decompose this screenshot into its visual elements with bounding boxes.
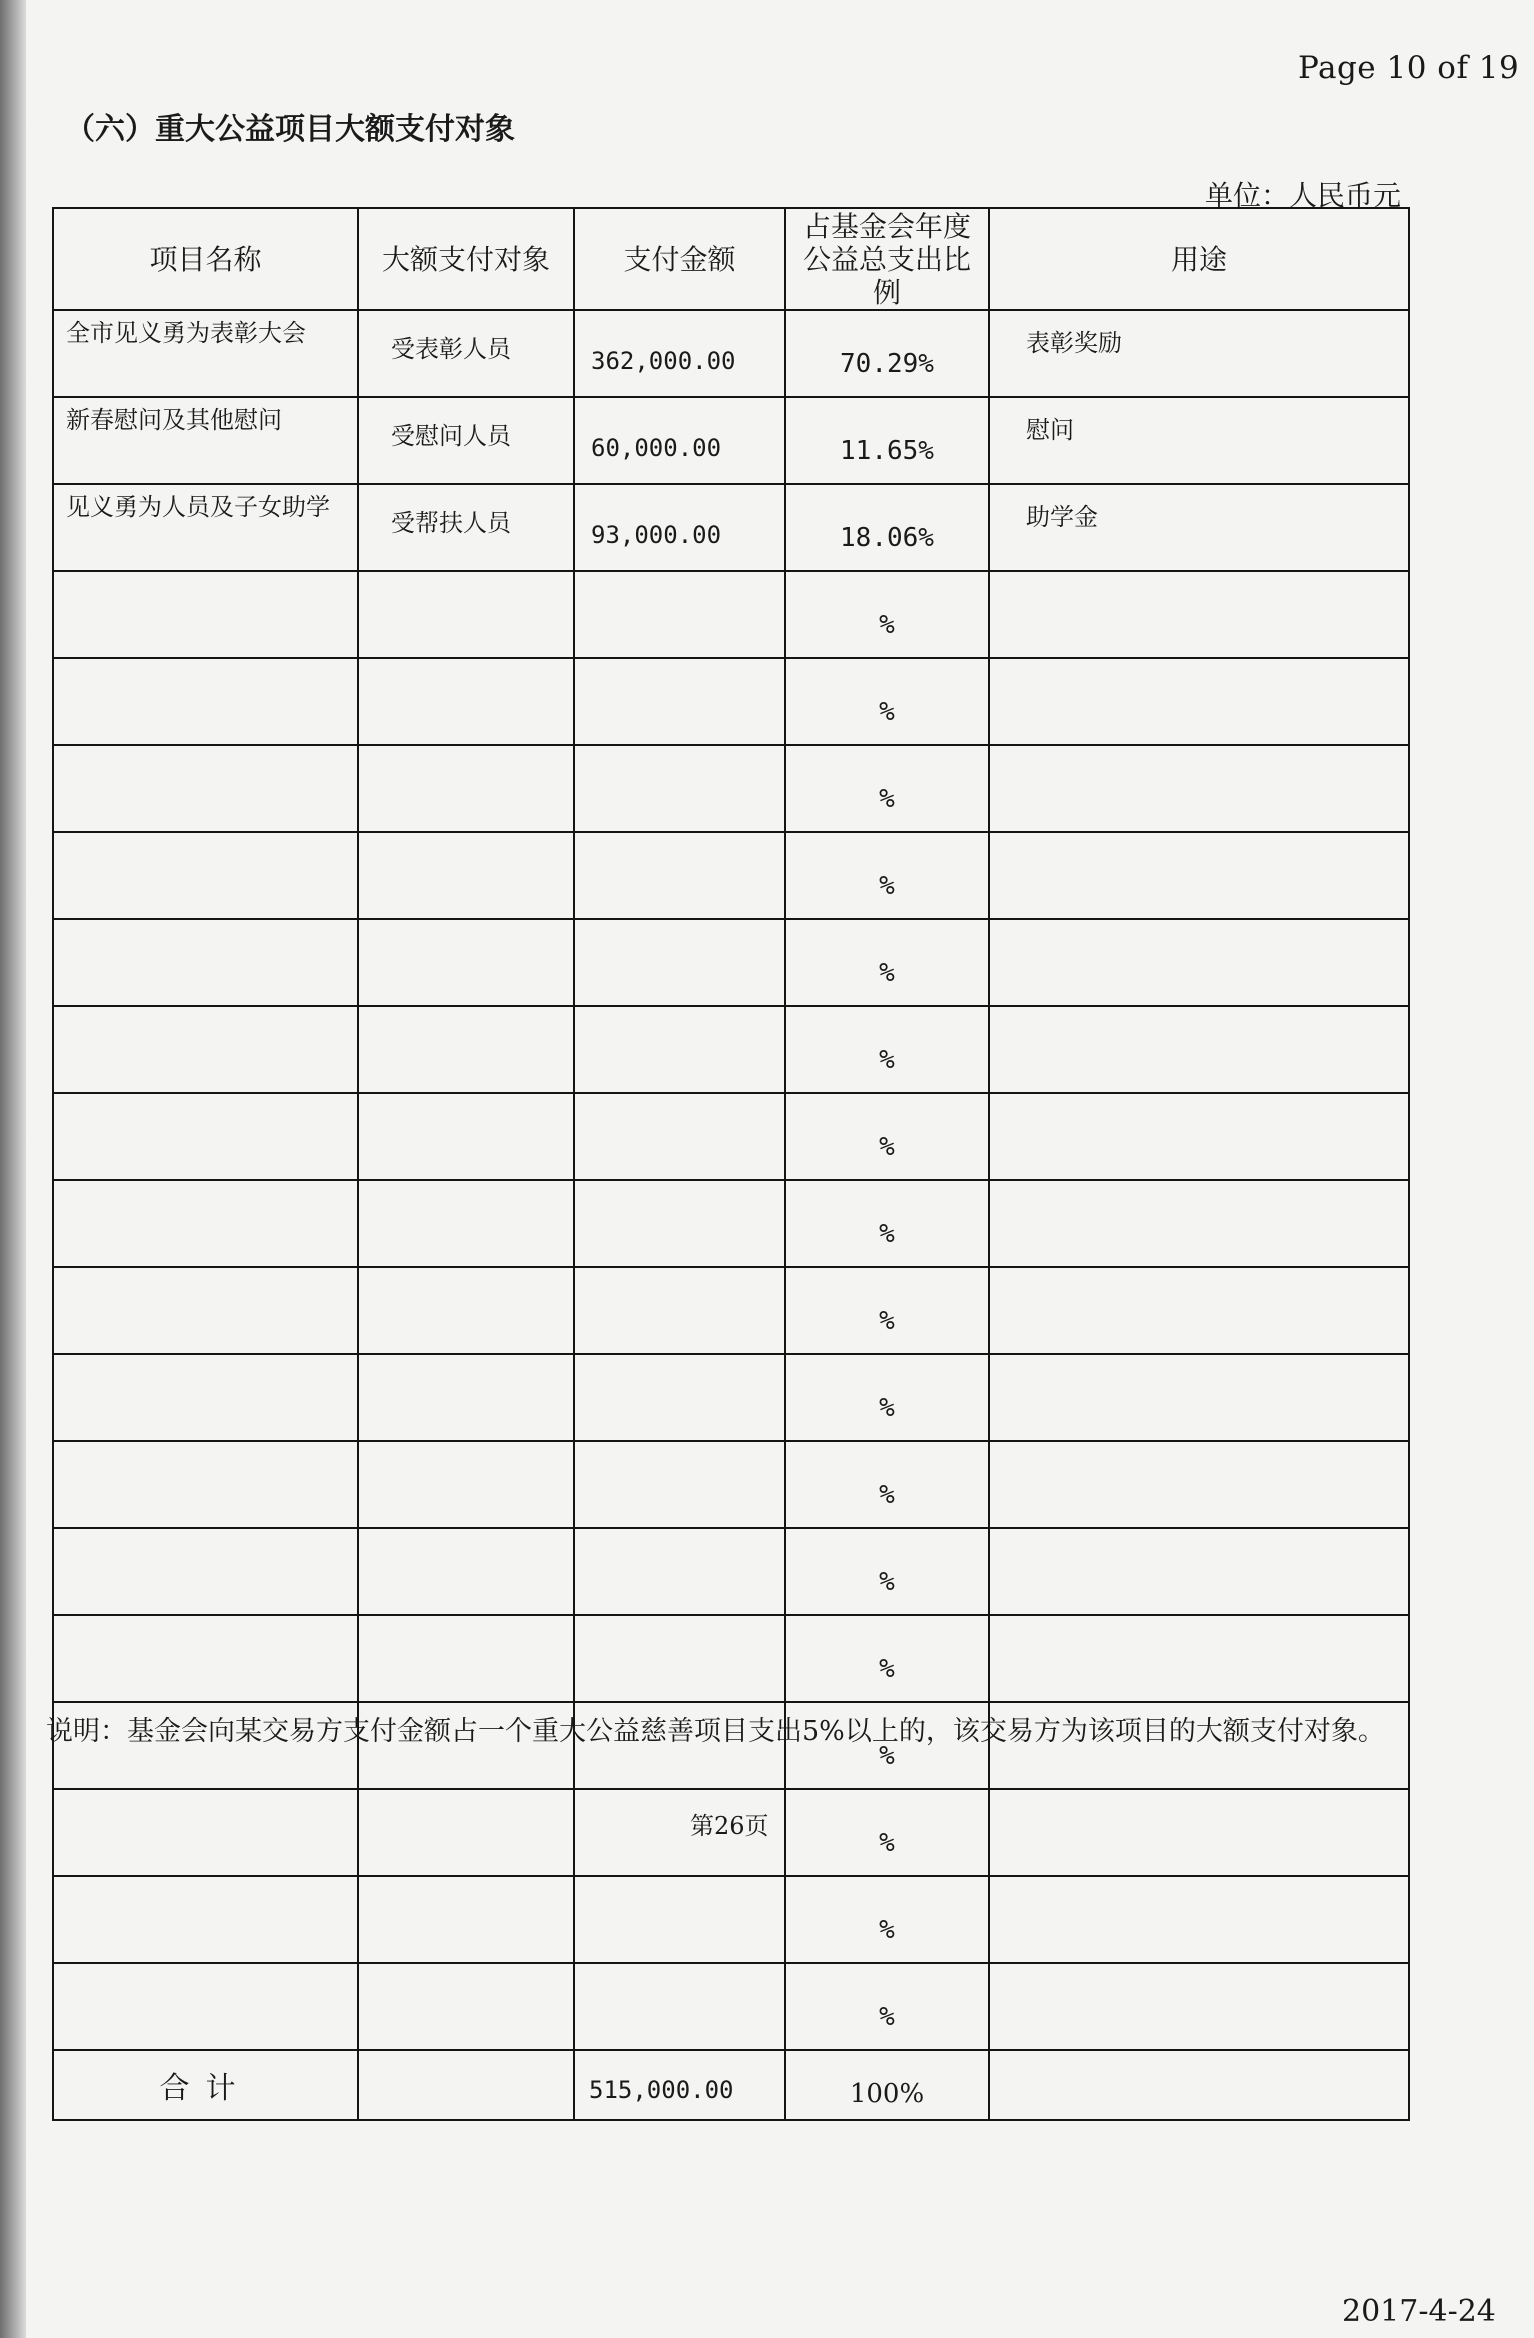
binding-shadow <box>0 0 26 2338</box>
amount-cell <box>574 1006 785 1093</box>
purpose-cell <box>989 1354 1409 1441</box>
page-number: Page 10 of 19 <box>1298 50 1520 86</box>
purpose-cell <box>989 1876 1409 1963</box>
payee-cell <box>358 1615 574 1702</box>
amount-cell <box>574 832 785 919</box>
purpose-cell <box>989 1180 1409 1267</box>
table-body <box>53 310 1409 2050</box>
page-footer-label: 第26页 <box>690 1812 769 1840</box>
ratio-cell: 11.65% <box>785 397 989 484</box>
payee-cell <box>358 1267 574 1354</box>
column-header: 用途 <box>989 208 1409 310</box>
payee-cell <box>358 919 574 1006</box>
amount-cell <box>574 919 785 1006</box>
ratio-cell: % <box>785 1093 989 1180</box>
project-name-cell <box>53 1615 358 1702</box>
purpose-cell <box>989 1441 1409 1528</box>
amount-cell <box>574 1615 785 1702</box>
purpose-cell: 表彰奖励 <box>989 310 1409 397</box>
project-name-cell: 全市见义勇为表彰大会 <box>53 310 358 397</box>
project-name-cell <box>53 1006 358 1093</box>
ratio-cell: % <box>785 1267 989 1354</box>
explanatory-note: 说明：基金会向某交易方支付金额占一个重大公益慈善项目支出5%以上的，该交易方为该项目的大额支付对象。 <box>46 1716 1385 1747</box>
payee-cell <box>358 1354 574 1441</box>
project-name-cell: 新春慰问及其他慰问 <box>53 397 358 484</box>
table-row <box>53 1180 1409 1267</box>
payee-cell <box>358 1441 574 1528</box>
payee-cell <box>358 1180 574 1267</box>
column-header: 项目名称 <box>53 208 358 310</box>
project-name-cell <box>53 919 358 1006</box>
payee-cell <box>358 1093 574 1180</box>
table-row <box>53 397 1409 484</box>
ratio-cell: % <box>785 1702 989 1789</box>
payee-cell: 受表彰人员 <box>358 310 574 397</box>
table-row <box>53 571 1409 658</box>
print-date: 2017-4-24 <box>1342 2294 1496 2329</box>
payee-cell <box>358 1963 574 2050</box>
amount-cell <box>574 658 785 745</box>
amount-cell <box>574 1441 785 1528</box>
amount-cell <box>574 1528 785 1615</box>
purpose-cell <box>989 1093 1409 1180</box>
table-row <box>53 310 1409 397</box>
total-purpose <box>989 2050 1409 2120</box>
total-target <box>358 2050 574 2120</box>
currency-unit: 单位：人民币元 <box>1205 179 1402 212</box>
column-header: 大额支付对象 <box>358 208 574 310</box>
payee-cell <box>358 1789 574 1876</box>
project-name-cell <box>53 1093 358 1180</box>
purpose-cell <box>989 1267 1409 1354</box>
payee-cell <box>358 658 574 745</box>
table-row <box>53 919 1409 1006</box>
project-name-cell <box>53 1963 358 2050</box>
project-name-cell <box>53 1354 358 1441</box>
table-row <box>53 1963 1409 2050</box>
ratio-cell: % <box>785 919 989 1006</box>
table-row <box>53 1876 1409 1963</box>
ratio-cell: 70.29% <box>785 310 989 397</box>
table-row <box>53 1441 1409 1528</box>
project-name-cell <box>53 1180 358 1267</box>
purpose-cell <box>989 1528 1409 1615</box>
purpose-cell <box>989 919 1409 1006</box>
ratio-cell: % <box>785 571 989 658</box>
amount-cell <box>574 1180 785 1267</box>
section-title: （六）重大公益项目大额支付对象 <box>65 112 515 147</box>
amount-cell <box>574 745 785 832</box>
purpose-cell <box>989 1615 1409 1702</box>
purpose-cell <box>989 745 1409 832</box>
payee-cell <box>358 571 574 658</box>
table-row <box>53 1528 1409 1615</box>
project-name-cell <box>53 1789 358 1876</box>
purpose-cell <box>989 1789 1409 1876</box>
amount-cell <box>574 1267 785 1354</box>
amount-cell: 93,000.00 <box>574 484 785 571</box>
payee-cell <box>358 1528 574 1615</box>
ratio-cell: % <box>785 1441 989 1528</box>
ratio-cell: % <box>785 1876 989 1963</box>
purpose-cell: 慰问 <box>989 397 1409 484</box>
payee-cell <box>358 1006 574 1093</box>
amount-cell <box>574 1963 785 2050</box>
table-row <box>53 1093 1409 1180</box>
payee-cell <box>358 1876 574 1963</box>
amount-cell: 362,000.00 <box>574 310 785 397</box>
project-name-cell <box>53 1267 358 1354</box>
table-row <box>53 658 1409 745</box>
purpose-cell: 助学金 <box>989 484 1409 571</box>
payee-cell: 受慰问人员 <box>358 397 574 484</box>
ratio-cell: % <box>785 1789 989 1876</box>
ratio-cell: % <box>785 1615 989 1702</box>
ratio-cell: % <box>785 1354 989 1441</box>
payee-cell: 受帮扶人员 <box>358 484 574 571</box>
project-name-cell <box>53 832 358 919</box>
project-name-cell <box>53 745 358 832</box>
project-name-cell <box>53 658 358 745</box>
ratio-cell: % <box>785 1180 989 1267</box>
project-name-cell <box>53 571 358 658</box>
amount-cell <box>574 1876 785 1963</box>
total-ratio: 100% <box>785 2050 989 2120</box>
project-name-cell <box>53 1876 358 1963</box>
table-row <box>53 484 1409 571</box>
table-total <box>53 2050 1409 2120</box>
ratio-cell: % <box>785 745 989 832</box>
payee-cell <box>358 832 574 919</box>
purpose-cell <box>989 1006 1409 1093</box>
purpose-cell <box>989 658 1409 745</box>
project-name-cell <box>53 1528 358 1615</box>
table-row <box>53 1267 1409 1354</box>
payee-cell <box>358 745 574 832</box>
table-row <box>53 1354 1409 1441</box>
amount-cell: 60,000.00 <box>574 397 785 484</box>
ratio-cell: % <box>785 1006 989 1093</box>
project-name-cell <box>53 1441 358 1528</box>
column-header: 支付金额 <box>574 208 785 310</box>
table-header <box>53 208 1409 310</box>
amount-cell <box>574 1093 785 1180</box>
ratio-cell: % <box>785 1528 989 1615</box>
project-name-cell: 见义勇为人员及子女助学 <box>53 484 358 571</box>
purpose-cell <box>989 571 1409 658</box>
total-amount: 515,000.00 <box>574 2050 785 2120</box>
amount-cell <box>574 1354 785 1441</box>
table-row <box>53 1615 1409 1702</box>
ratio-cell: 18.06% <box>785 484 989 571</box>
column-header: 占基金会年度公益总支出比例 <box>785 208 989 310</box>
ratio-cell: % <box>785 1963 989 2050</box>
amount-cell <box>574 571 785 658</box>
ratio-cell: % <box>785 832 989 919</box>
purpose-cell <box>989 1963 1409 2050</box>
total-label: 合计 <box>53 2050 358 2120</box>
table-row <box>53 745 1409 832</box>
purpose-cell <box>989 832 1409 919</box>
table-row <box>53 832 1409 919</box>
ratio-cell: % <box>785 658 989 745</box>
table-row <box>53 1006 1409 1093</box>
